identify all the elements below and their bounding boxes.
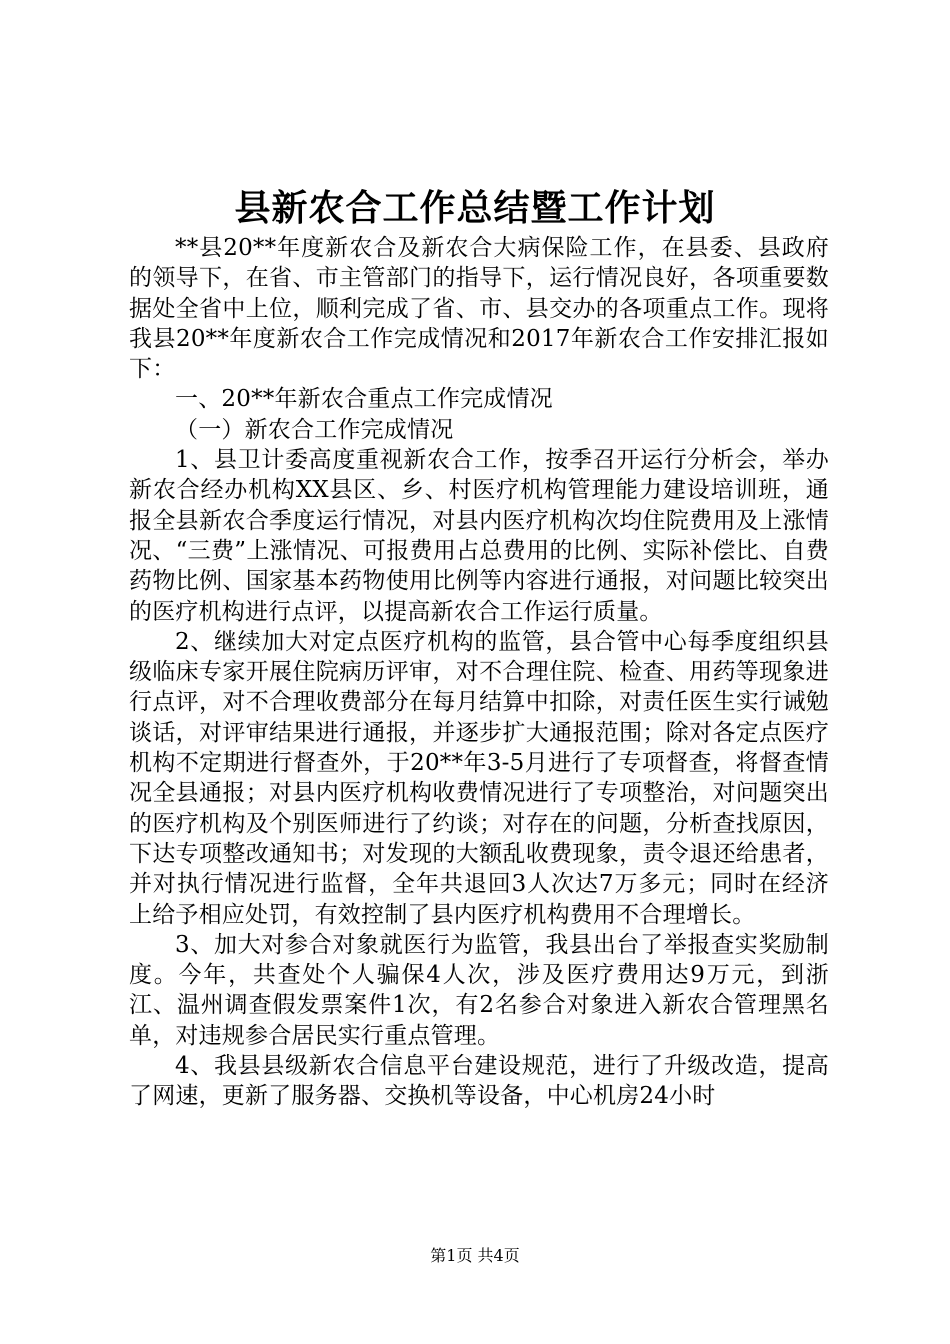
subsection-heading: （一）新农合工作完成情况 — [175, 416, 454, 443]
paragraph-4: 4、我县县级新农合信息平台建设规范，进行了升级改造，提高了网速，更新了服务器、交换机等设备，中心机房24小时 — [129, 1053, 829, 1110]
paragraph-3: 3、加大对参合对象就医行为监管，我县出台了举报查实奖励制度。今年，共查处个人骗保4人次，涉及医疗费用达9万元，到浙江、温州调查假发票案件1次，有2名参合对象进入新农合管理黑名单，对违规参合居民实行重点管理。 — [129, 931, 829, 1049]
section-heading: 一、20**年新农合重点工作完成情况 — [175, 386, 553, 413]
document-body — [129, 233, 829, 1112]
intro-paragraph: **县20**年度新农合及新农合大病保险工作，在县委、县政府的领导下，在省、市主管部门的指导下，运行情况良好，各项重要数据处全省中上位，顺利完成了省、市、县交办的各项重点工作。现将我县20**年度新农合工作完成情况和2017年新农合工作安排汇报如下： — [129, 235, 829, 383]
document-title: 县新农合工作总结暨工作计划 — [234, 187, 716, 229]
page-footer — [0, 1245, 950, 1267]
paragraph-2: 2、继续加大对定点医疗机构的监管，县合管中心每季度组织县级临床专家开展住院病历评审，对不合理住院、检查、用药等现象进行点评，对不合理收费部分在每月结算中扣除，对责任医生实行诫勉谈话，对评审结果进行通报，并逐步扩大通报范围；除对各定点医疗机构不定期进行督查外，于20**年3-5月进行了专项督查，将督查情况全县通报；对县内医疗机构收费情况进行了专项整治，对问题突出的医疗机构及个别医师进行了约谈；对存在的问题，分析查找原因，下达专项整改通知书；对发现的大额乱收费现象，责令退还给患者，并对执行情况进行监督，全年共退回3人次达7万多元；同时在经济上给予相应处罚，有效控制了县内医疗机构费用不合理增长。 — [129, 628, 829, 928]
paragraph-1: 1、县卫计委高度重视新农合工作，按季召开运行分析会，举办新农合经办机构XX县区、乡、村医疗机构管理能力建设培训班，通报全县新农合季度运行情况，对县内医疗机构次均住院费用及上涨情况、“三费”上涨情况、可报费用占总费用的比例、实际补偿比、自费药物比例、国家基本药物使用比例等内容进行通报，对问题比较突出的医疗机构进行点评，以提高新农合工作运行质量。 — [129, 447, 829, 625]
page-indicator: 第1页 共4页 — [430, 1246, 520, 1265]
